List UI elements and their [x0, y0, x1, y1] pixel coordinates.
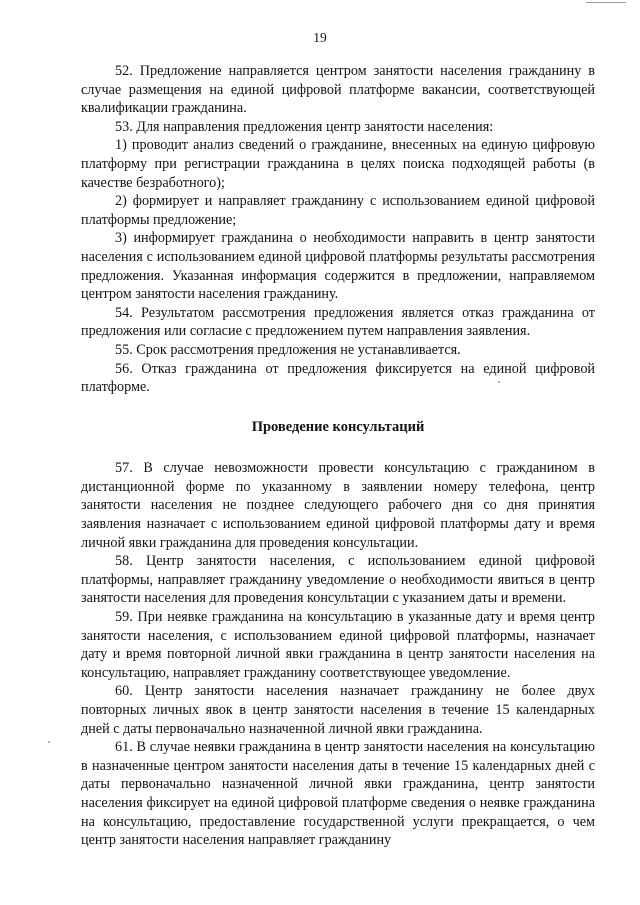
scan-edge-mark — [586, 2, 626, 3]
section-heading: Проведение консультаций — [251, 418, 425, 435]
paragraph-55: 55. Срок рассмотрения предложения не устанавливается. — [115, 341, 461, 358]
paragraph-58: 58. Центр занятости населения, с использованием единой цифровой платформы, направляет гражданину уведомление о необходимости явиться в центр занятости населения для проведения консультации с указанием даты и времени. — [81, 553, 595, 607]
paragraph-53: 53. Для направления предложения центр занятости населения: — [115, 118, 494, 135]
paragraph-53-item-3: 3) информирует гражданина о необходимости направить в центр занятости населения с использованием единой цифровой платформы результаты рассмотрения предложения. Указанная информация содержится в предложении, направляемом центром занятости населения гражданину. — [81, 230, 595, 303]
document-body — [81, 62, 595, 850]
paragraph-52: 52. Предложение направляется центром занятости населения гражданину в случае размещения на единой цифровой платформе вакансии, соответствующей квалификации гражданина. — [81, 63, 595, 117]
paragraph-54: 54. Результатом рассмотрения предложения является отказ гражданина от предложения или согласие с предложением путем направления заявления. — [81, 304, 595, 340]
paragraph-56: 56. Отказ гражданина от предложения фиксируется на единой цифровой платформе. — [81, 360, 595, 396]
scan-speck — [498, 381, 500, 383]
paragraph-59: 59. При неявке гражданина на консультацию в указанные дату и время центр занятости населения, с использованием единой цифровой платформы, назначает дату и время повторной личной явки гражданина в центр занятости населения на консультацию, направляет гражданину соответствующее уведомление. — [81, 609, 595, 681]
paragraph-61: 61. В случае неявки гражданина в центр занятости населения на консультацию в назначенные центром занятости населения даты в течение 15 календарных дней с даты первоначально назначенной личной явки гражданина, центр занятости населения фиксирует на единой цифровой платформе сведения о неявке гражданина на консультацию, предоставление государственной услуги прекращается, о чем центр занятости населения направляет гражданину — [81, 739, 595, 849]
page-number: 19 — [313, 30, 327, 45]
paragraph-53-item-1: 1) проводит анализ сведений о гражданине, внесенных на единую цифровую платформу при регистрации гражданина в целях поиска подходящей работы (в качестве безработного); — [81, 137, 595, 191]
scan-speck — [48, 741, 50, 743]
paragraph-53-item-2: 2) формирует и направляет гражданину с использованием единой цифровой платформы предложение; — [81, 193, 595, 228]
paragraph-60: 60. Центр занятости населения назначает гражданину не более двух повторных личных явок в центр занятости населения в течение 15 календарных дней с даты первоначально назначенной личной явки гражданина. — [81, 683, 595, 737]
paragraph-57: 57. В случае невозможности провести консультацию с гражданином в дистанционной форме по указанному в заявлении номеру телефона, центр занятости населения не позднее следующего рабочего дня со дня принятия заявления назначает с использованием единой цифровой платформы дату и время личной явки гражданина для проведения консультации. — [81, 460, 595, 551]
